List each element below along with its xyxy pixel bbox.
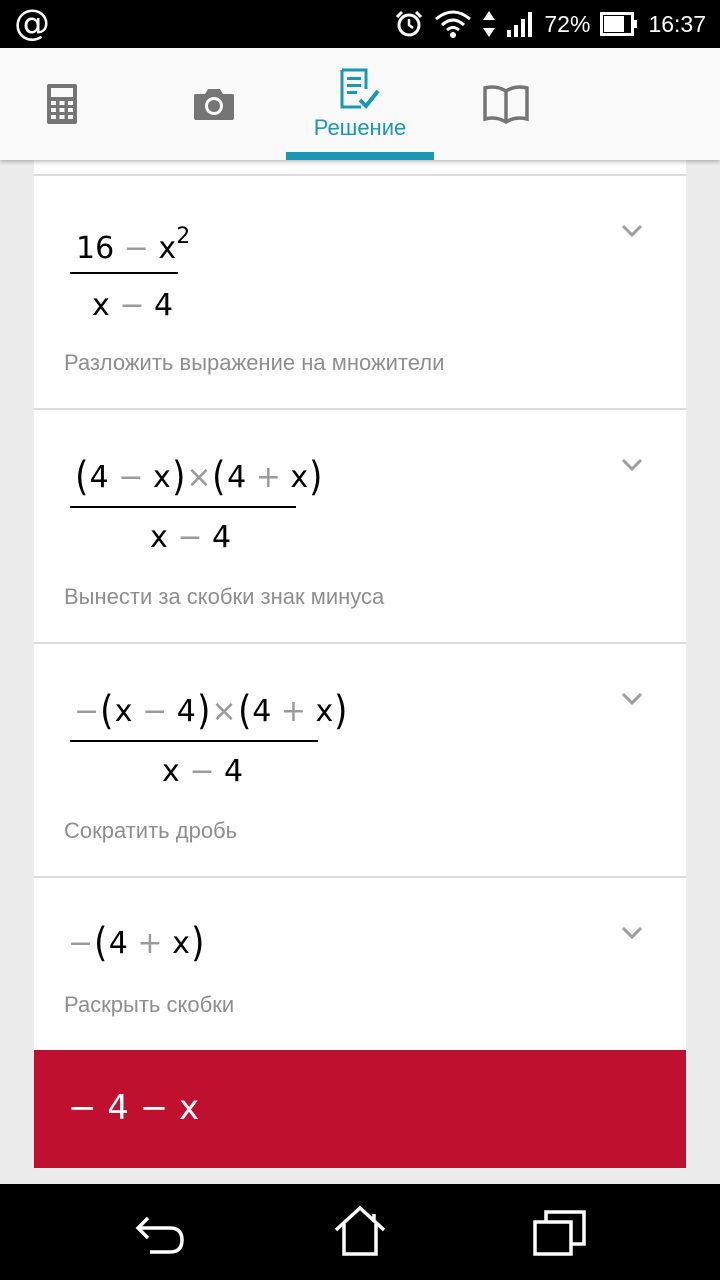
step-hint: Вынести за скобки знак минуса (64, 584, 385, 609)
tab-bar (0, 48, 720, 160)
step-card-3[interactable] (34, 644, 686, 876)
solution-icon (339, 67, 381, 111)
clock: 16:37 (648, 10, 706, 37)
book-icon (483, 84, 529, 124)
battery-percent: 72% (544, 10, 591, 37)
step-card-4[interactable] (34, 878, 686, 1050)
chevron-down-icon[interactable] (620, 452, 644, 476)
data-arrows-icon (482, 9, 496, 39)
denominator: x − 4 (92, 288, 174, 323)
answer-text: − 4 − x (68, 1088, 200, 1128)
chevron-down-icon[interactable] (620, 920, 644, 944)
recent-apps-icon[interactable] (532, 1204, 588, 1260)
battery-icon (600, 12, 638, 36)
numerator: $16 - x^2$ (76, 224, 191, 266)
step-card-1[interactable] (34, 176, 686, 408)
step-hint: Разложить выражение на множители (64, 350, 445, 375)
previous-step-card (34, 160, 686, 174)
signal-icon (506, 10, 534, 38)
step-hint: Раскрыть скобки (64, 992, 235, 1017)
numerator: (4 − x)×(4 + x) (75, 454, 323, 500)
denominator: x − 4 (162, 754, 244, 789)
tab-camera[interactable] (174, 48, 254, 160)
numerator: −(x − 4)×(4 + x) (74, 688, 348, 734)
tab-book[interactable] (466, 48, 546, 160)
tab-indicator (286, 152, 434, 160)
expression: −(4 + x) (68, 920, 205, 966)
status-bar (0, 0, 720, 48)
fraction-line (70, 740, 318, 742)
back-icon[interactable] (132, 1204, 188, 1260)
tab-solution-label: Решение (313, 115, 407, 140)
home-icon[interactable] (332, 1204, 388, 1260)
calculator-icon (47, 84, 77, 124)
tab-solution[interactable] (286, 48, 434, 160)
camera-icon (193, 87, 235, 121)
chevron-down-icon[interactable] (620, 218, 644, 242)
fraction-line (70, 272, 178, 274)
denominator: x − 4 (150, 520, 232, 555)
step-hint: Сократить дробь (64, 818, 238, 843)
step-card-2[interactable] (34, 410, 686, 642)
final-answer (34, 1050, 686, 1168)
navigation-bar (0, 1184, 720, 1280)
at-sign-icon: @ (14, 3, 50, 44)
chevron-down-icon[interactable] (620, 686, 644, 710)
fraction-line (70, 506, 296, 508)
tab-calculator[interactable] (22, 48, 102, 160)
wifi-icon (434, 9, 472, 39)
alarm-icon (394, 9, 424, 39)
